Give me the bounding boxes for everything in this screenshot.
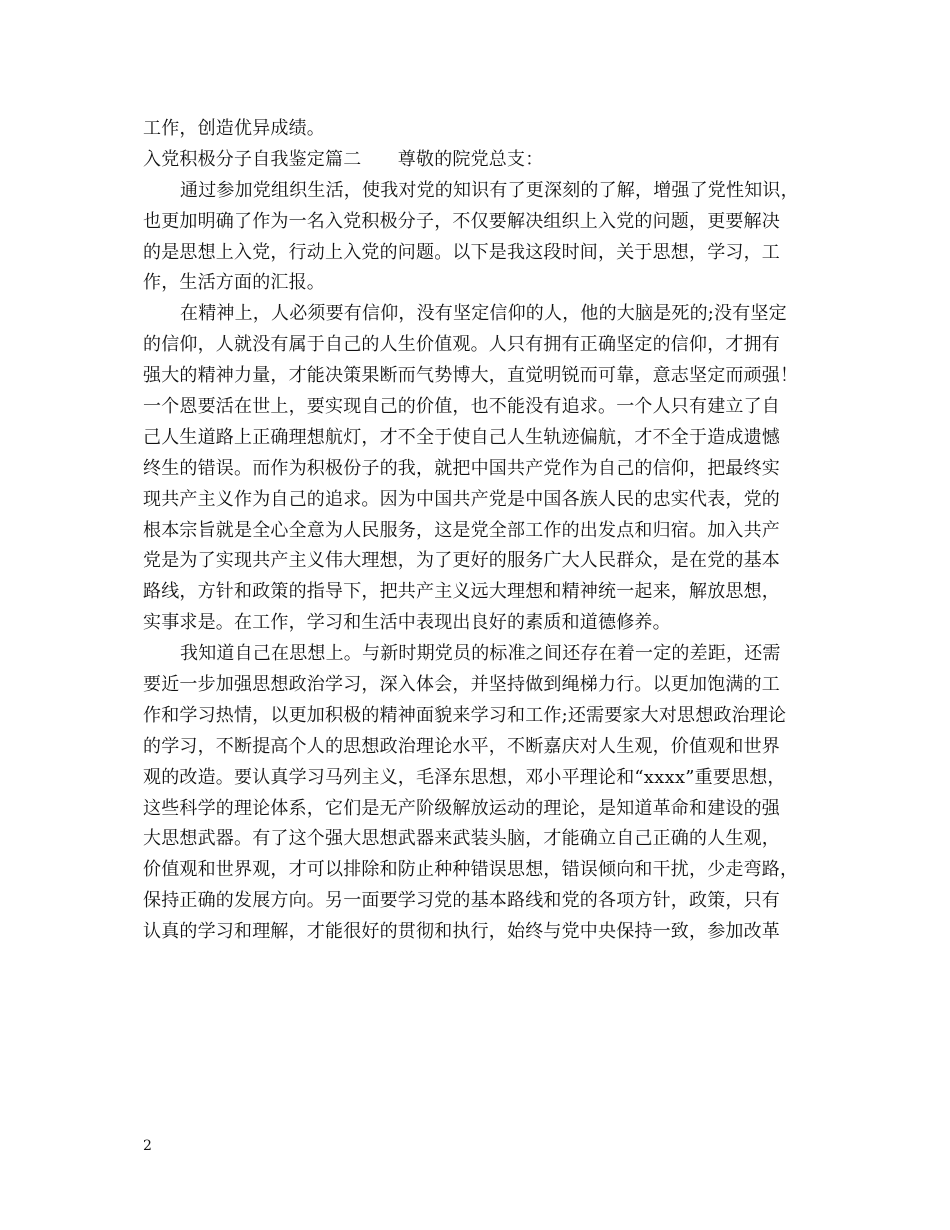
text-line: 观的改造。要认真学习马列主义，毛泽东思想，邓小平理论和“xxxx”重要思想， bbox=[143, 766, 786, 788]
text-line: 这些科学的理论体系，它们是无产阶级解放运动的理论，是知道革命和建设的强 bbox=[143, 797, 780, 819]
text-line: 的学习，不断提高个人的思想政治理论水平，不断嘉庆对人生观，价值观和世界 bbox=[143, 735, 780, 757]
text-line: 强大的精神力量，才能决策果断而气势博大，直觉明锐而可靠，意志坚定而顽强！ bbox=[143, 365, 799, 387]
page-number: 2 bbox=[143, 1138, 152, 1154]
text-line: 己人生道路上正确理想航灯，才不全于使自己人生轨迹偏航，才不全于造成遗憾 bbox=[143, 426, 780, 448]
text-line: 一个恩要活在世上，要实现自己的价值，也不能没有追求。一个人只有建立了自 bbox=[143, 396, 780, 418]
text-line: 路线，方针和政策的指导下，把共产主义远大理想和精神统一起来，解放思想， bbox=[143, 581, 780, 603]
text-line: 党是为了实现共产主义伟大理想，为了更好的服务广大人民群众，是在党的基本 bbox=[143, 550, 780, 572]
document-body bbox=[143, 114, 813, 948]
paragraph-first-line: 在精神上，人必须要有信仰，没有坚定信仰的人，他的大脑是死的;没有坚定 bbox=[180, 303, 787, 325]
text-line: 实事求是。在工作，学习和生活中表现出良好的素质和道德修养。 bbox=[143, 612, 671, 634]
paragraph-first-line: 通过参加党组织生活，使我对党的知识有了更深刻的了解，增强了党性知识， bbox=[180, 179, 799, 201]
text-line: 工作，创造优异成绩。 bbox=[143, 118, 325, 139]
text-line: 也更加明确了作为一名入党积极分子，不仅要解决组织上入党的问题，更要解决 bbox=[143, 210, 780, 232]
text-line: 保持正确的发展方向。另一面要学习党的基本路线和党的各项方针，政策，只有 bbox=[143, 890, 780, 912]
text-line: 价值观和世界观，才可以排除和防止种种错误思想，错误倾向和干扰，少走弯路， bbox=[143, 859, 799, 881]
section-heading-line: 入党积极分子自我鉴定篇二 尊敬的院党总支： bbox=[143, 148, 544, 170]
text-line: 要近一步加强思想政治学习，深入体会，并坚持做到绳梯力行。以更加饱满的工 bbox=[143, 674, 780, 696]
text-line: 大思想武器。有了这个强大思想武器来武装头脑，才能确立自己正确的人生观， bbox=[143, 828, 780, 850]
text-line: 终生的错误。而作为积极份子的我，就把中国共产党作为自己的信仰，把最终实 bbox=[143, 457, 780, 479]
text-line: 作和学习热情，以更加积极的精神面貌来学习和工作;还需要家大对思想政治理论 bbox=[143, 704, 787, 726]
text-line: 作，生活方面的汇报。 bbox=[143, 272, 325, 294]
text-line: 认真的学习和理解，才能很好的贯彻和执行，始终与党中央保持一致，参加改革 bbox=[143, 921, 780, 943]
paragraph-first-line: 我知道自己在思想上。与新时期党员的标准之间还存在着一定的差距，还需 bbox=[180, 643, 781, 665]
text-line: 的是思想上入党，行动上入党的问题。以下是我这段时间，关于思想，学习，工 bbox=[143, 241, 780, 263]
text-line: 根本宗旨就是全心全意为人民服务，这是党全部工作的出发点和归宿。加入共产 bbox=[143, 519, 780, 541]
text-line: 现共产主义作为自己的追求。因为中国共产党是中国各族人民的忠实代表，党的 bbox=[143, 488, 780, 510]
text-line: 的信仰，人就没有属于自己的人生价值观。人只有拥有正确坚定的信仰，才拥有 bbox=[143, 334, 780, 356]
